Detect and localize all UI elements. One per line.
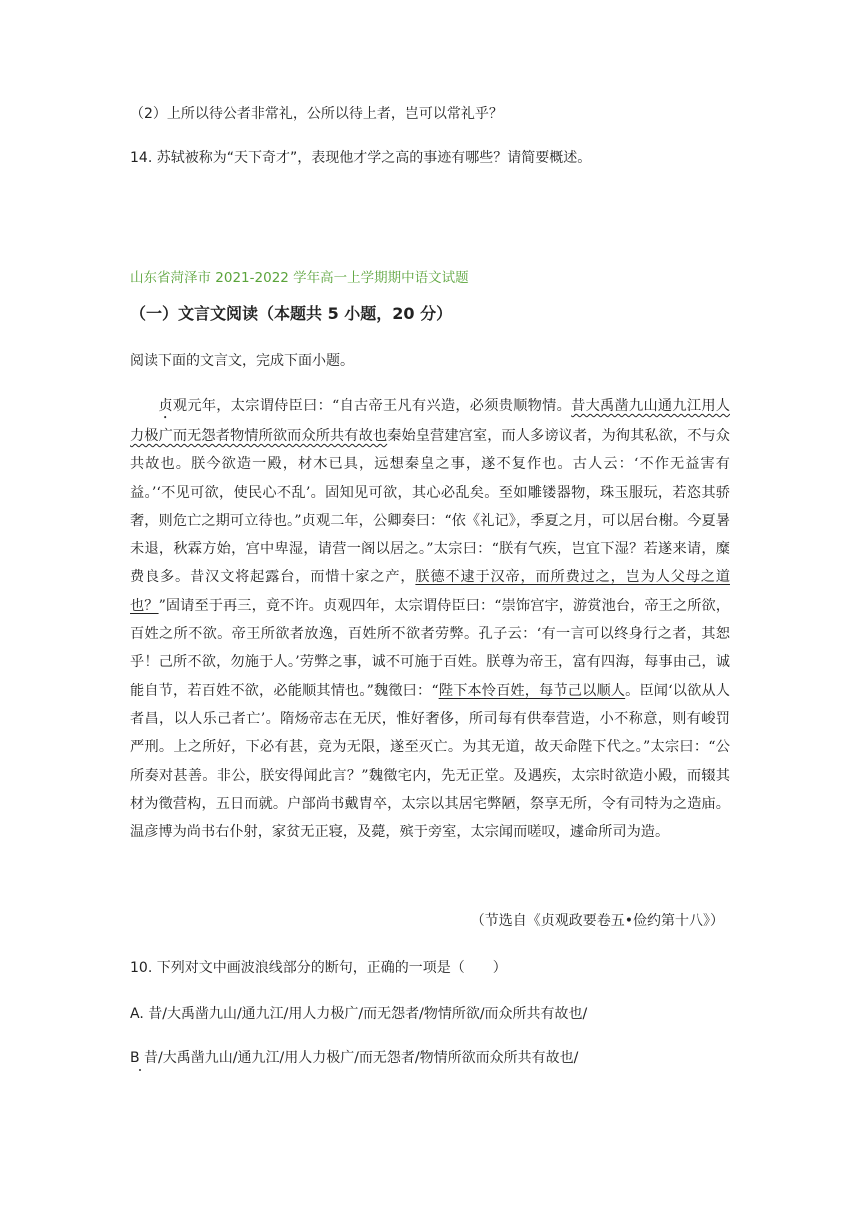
question-13-part-2: （2）上所以待公者非常礼，公所以待上者，岂可以常礼乎？ bbox=[130, 106, 503, 122]
underlined-sentence-1: 朕德不逮于汉帝，而所费过之，岂为人父母之道也？ bbox=[130, 569, 730, 614]
question-14: 14. 苏轼被称为“天下奇才”，表现他才学之高的事迹有哪些？请简要概述。 bbox=[130, 150, 592, 166]
question-10: 10. 下列对文中画波浪线部分的断句，正确的一项是（ ） bbox=[130, 960, 507, 976]
classical-chinese-passage bbox=[130, 392, 730, 846]
passage-text: 观元年，太宗谓侍臣曰：“自古帝王凡有兴造，必须贵顺物情。 bbox=[172, 398, 572, 414]
passage-text: ”固请至于再三，竟不许。贞观四年，太宗谓侍臣曰：“崇饰宫宇，游赏池台，帝王之所欲，百姓之所不欲。帝王所欲者放逸，百姓所不欲者劳弊。孔子云：‘有一言可以终身行之者，其恕乎！己所不欲，勿施于人。’劳弊之事，诚不可施于百姓。朕尊为帝王，富有四海，每事由己，诚能自节，若百姓不欲，必能顺其情也。”魏徵曰：“ bbox=[130, 597, 730, 699]
passage-text: 。臣闻‘以欲从人者昌，以人乐己者亡’。隋炀帝志在无厌，惟好奢侈，所司每有供奉营造，小不称意，则有峻罚严刑。上之所好，下必有甚，竞为无限，遂至灭亡。为其无道，故天命陛下代之。”太宗曰：“公所奏对甚善。非公，朕安得闻此言？”魏徵宅内，先无正堂。及遇疾，太宗时欲造小殿，而辍其材为徵营构，五日而就。户部尚书戴胄卒，太宗以其居宅弊陋，祭享无所，令有司特为之造庙。温彦博为尚书右仆射，家贫无正寝，及薨，殡于旁室，太宗闻而嗟叹，遽命所司为造。 bbox=[130, 682, 730, 841]
reading-instruction: 阅读下面的文言文，完成下面小题。 bbox=[130, 353, 354, 369]
exam-source-heading: 山东省菏泽市 2021-2022 学年高一上学期期中语文试题 bbox=[130, 270, 469, 286]
option-b: B 昔/大禹凿九山/通九江/用人力极广/而无怨者/物情所欲而众所共有故也/ bbox=[130, 1050, 579, 1066]
option-b-dot-mark bbox=[139, 1069, 141, 1071]
passage-emphasis-char: 贞 bbox=[158, 398, 173, 414]
passage-text: 秦始皇营建宫室，而人多谤议者，为徇其私欲，不与众共故也。朕今欲造一殿，材木已具，远想秦皇之事，遂不复作也。古人云：‘不作无益害有益。’‘不见可欲，使民心不乱’。固知见可欲，其心必乱矣。至如雕镂器物，珠玉服玩，若恣其骄奢，则危亡之期可立待也。”贞观二年，公卿奏曰：“依《礼记》，季夏之月，可以居台榭。今夏暑未退，秋霖方始，宫中卑湿，请营一阁以居之。”太宗曰：“朕有气疾，岂宜下湿？若遂来请，糜费良多。昔汉文将起露台，而惜十家之产， bbox=[130, 428, 730, 586]
section-title: （一）文言文阅读（本题共 5 小题，20 分） bbox=[130, 304, 453, 323]
underlined-sentence-2: 陛下本怜百姓，每节己以顺人 bbox=[438, 682, 626, 699]
option-a: A. 昔/大禹凿九山/通九江/用人力极广/而无怨者/物情所欲/而众所共有故也/ bbox=[130, 1006, 588, 1022]
passage-citation: （节选自《贞观政要卷五•俭约第十八》） bbox=[470, 913, 724, 929]
wavy-underlined-sentence: 昔大禹凿九山通九江用人力极广而无怨者物情所欲而众所共有故也 bbox=[130, 398, 730, 444]
